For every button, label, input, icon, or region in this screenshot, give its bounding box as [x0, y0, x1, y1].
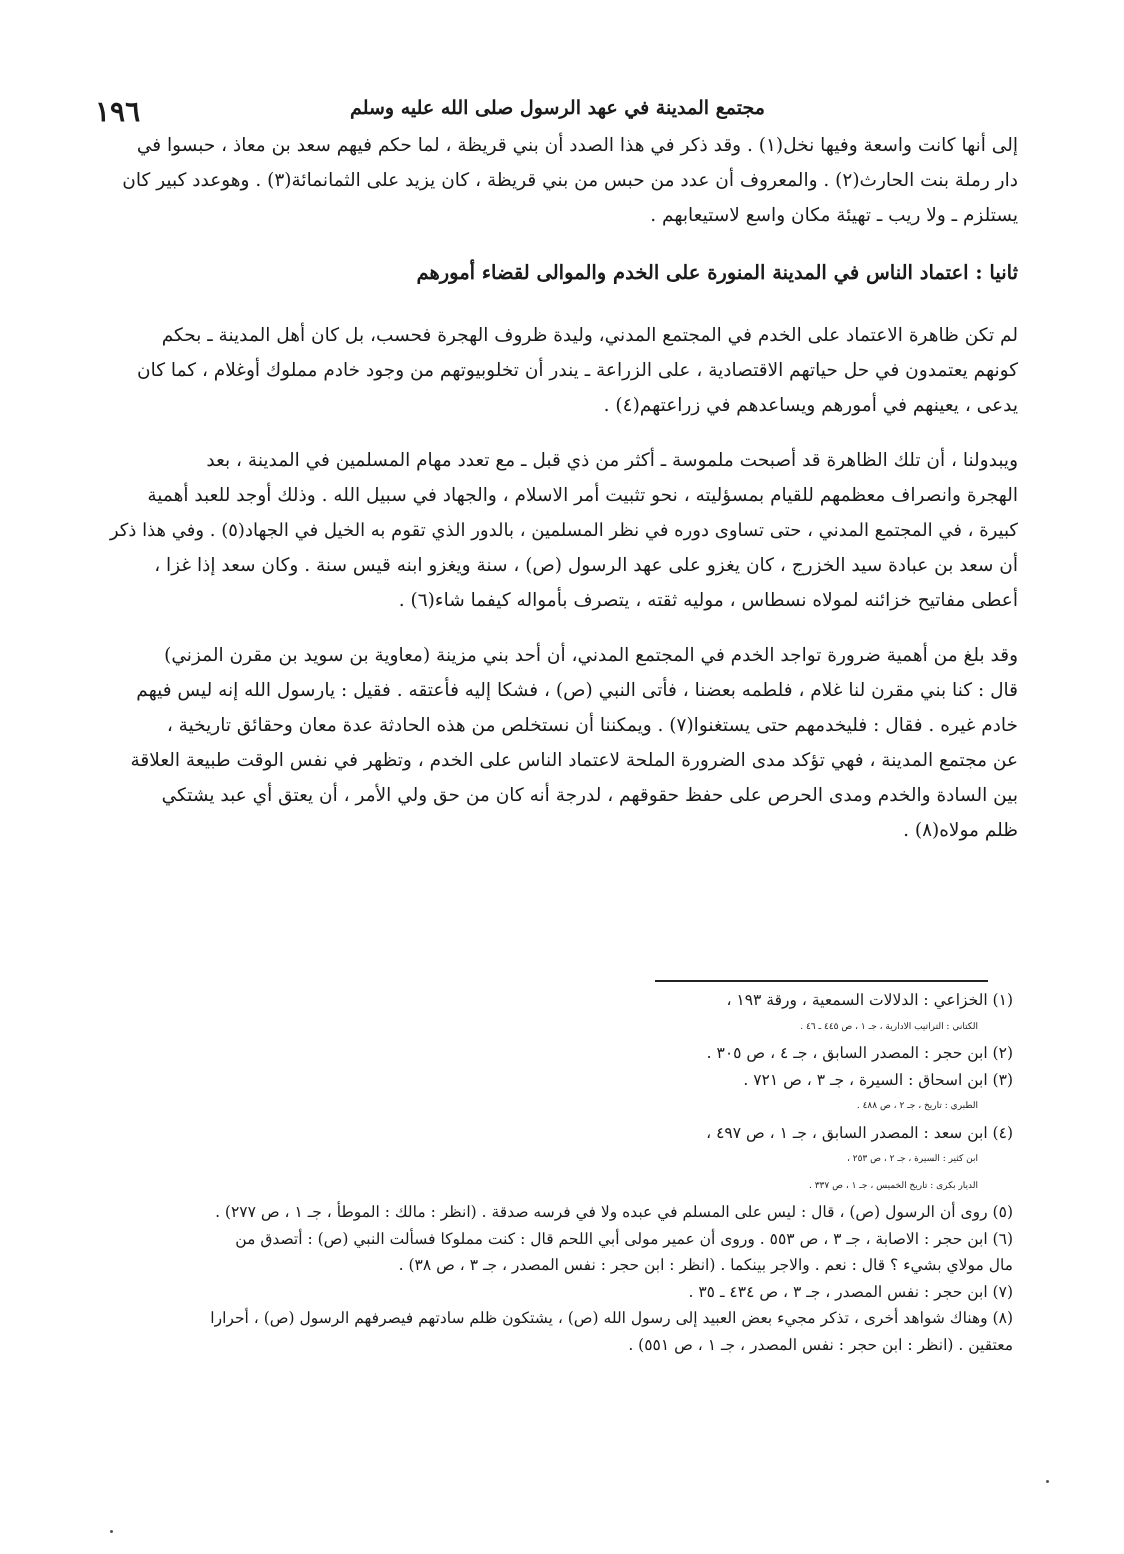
footnote-line: (٧) ابن حجر : نفس المصدر ، جـ ٣ ، ص ٤٣٤ ـ ٣٥ . — [688, 1282, 1013, 1301]
running-title: مجتمع المدينة في عهد الرسول صلى الله عليه وسلم — [350, 97, 765, 119]
footnote-line: (٢) ابن حجر : المصدر السابق ، جـ ٤ ، ص ٣٠٥ . — [706, 1044, 1013, 1062]
footnote-line: الكتاني : التراتيب الادارية ، جـ ١ ، ص ٤٤٥ ـ ٤٦ . — [800, 1021, 978, 1032]
footnotes — [98, 987, 1013, 1358]
footnote-line: (٣) ابن اسحاق : السيرة ، جـ ٣ ، ص ٧٢١ . — [743, 1070, 1013, 1089]
text-line: بين السادة والخدم ومدى الحرص على حفظ حقوقهم ، لدرجة أنه كان من حق ولي الأمر ، أن يعتق أي عبد يشتكي — [161, 785, 1018, 806]
footnote-line: (٤) ابن سعد : المصدر السابق ، جـ ١ ، ص ٤٩٧ ، — [706, 1123, 1013, 1142]
text-line: عن مجتمع المدينة ، فهي تؤكد مدى الضرورة الملحة لاعتماد الناس على الخدم ، وتظهر في نفس الوقت طبيعة العلاقة — [130, 750, 1018, 771]
footnote-line: الديار بكرى : تاريخ الخميس ، جـ ١ ، ص ٣٣٧ . — [808, 1180, 978, 1191]
text-line: كبيرة ، في المجتمع المدني ، حتى تساوى دوره في نظر المسلمين ، بالدور الذي تقوم به الخيل في الجهاد(٥) . وفي هذا ذكر — [109, 520, 1018, 541]
page-number: ١٩٦ — [95, 95, 141, 128]
section-heading: ثانيا : اعتماد الناس في المدينة المنورة على الخدم والموالى لقضاء أمورهم — [416, 261, 1018, 284]
footnote-line: (١) الخزاعي : الدلالات السمعية ، ورقة ١٩٣ ، — [726, 991, 1013, 1009]
footnote-divider — [655, 980, 988, 982]
main-text — [98, 128, 1018, 848]
footnote-line: مال مولاي بشيء ؟ قال : نعم . والاجر بينكما . (انظر : ابن حجر : نفس المصدر ، جـ ٣ ، ص ٣٨) . — [398, 1256, 1013, 1274]
footnote-line: (٥) روى أن الرسول (ص) ، قال : ليس على المسلم في عبده ولا في فرسه صدقة . (انظر : مالك : الموطأ ، جـ ١ ، ص ٢٧٧) . — [215, 1203, 1013, 1221]
footnote-line: الطبري : تاريخ ، جـ ٢ ، ص ٤٨٨ . — [856, 1101, 978, 1111]
scan-speck — [1046, 1480, 1049, 1483]
text-line: قال : كنا بني مقرن لنا غلام ، فلطمه بعضنا ، فأتى النبي (ص) ، فشكا إليه فأعتقه . فقيل : يارسول الله إنه ليس فيهم — [136, 680, 1018, 701]
text-line: يدعى ، يعينهم في أمورهم ويساعدهم في زراعتهم(٤) . — [603, 395, 1018, 416]
text-line: دار رملة بنت الحارث(٢) . والمعروف أن عدد من حبس من بني قريظة ، كان يزيد على الثمانمائة(٣) . وهوعدد كبير كان — [122, 170, 1018, 191]
footnote-line: (٦) ابن حجر : الاصابة ، جـ ٣ ، ص ٥٥٣ . وروى أن عمير مولى أبي اللحم قال : كنت مملوكا فسألت النبي (ص) : أتصدق من — [235, 1229, 1013, 1248]
footnote-line: ابن كثير : السيرة ، جـ ٢ ، ص ٢٥٣ ، — [846, 1154, 978, 1164]
text-line: يستلزم ـ ولا ريب ـ تهيئة مكان واسع لاستيعابهم . — [650, 205, 1018, 226]
text-line: ويبدولنا ، أن تلك الظاهرة قد أصبحت ملموسة ـ أكثر من ذي قبل ـ مع تعدد مهام المسلمين في المدينة ، بعد — [206, 450, 1018, 471]
page-header — [95, 95, 1020, 128]
text-line: خادم غيره . فقال : فليخدمهم حتى يستغنوا(٧) . ويمكننا أن نستخلص من هذه الحادثة عدة معان وحقائق تاريخية ، — [166, 715, 1018, 736]
text-line: إلى أنها كانت واسعة وفيها نخل(١) . وقد ذكر في هذا الصدد أن بني قريظة ، لما حكم فيهم سعد بن معاذ ، حبسوا في — [136, 135, 1018, 156]
text-line: الهجرة وانصراف معظمهم للقيام بمسؤليته ، نحو تثبيت أمر الاسلام ، والجهاد في سبيل الله . وذلك أوجد للعبد أهمية — [147, 485, 1018, 506]
footnote-line: (٨) وهناك شواهد أخرى ، تذكر مجيء بعض العبيد إلى رسول الله (ص) ، يشتكون ظلم سادتهم فيصرفهم الرسول (ص) ، أحرارا — [210, 1309, 1013, 1327]
text-line: كونهم يعتمدون في حل حياتهم الاقتصادية ، على الزراعة ـ يندر أن تخلوبيوتهم من وجود خادم مملوك أوغلام ، كما كان — [137, 360, 1018, 381]
footnote-line: معتقين . (انظر : ابن حجر : نفس المصدر ، جـ ١ ، ص ٥٥١) . — [628, 1335, 1013, 1354]
text-line: وقد بلغ من أهمية ضرورة تواجد الخدم في المجتمع المدني، أن أحد بني مزينة (معاوية بن سويد بن مقرن المزني) — [164, 645, 1018, 666]
text-line: ظلم مولاه(٨) . — [903, 820, 1018, 841]
text-line: أعطى مفاتيح خزائنه لمولاه نسطاس ، موليه ثقته ، يتصرف بأمواله كيفما شاء(٦) . — [398, 590, 1018, 611]
scan-speck — [110, 1530, 113, 1533]
text-line: لم تكن ظاهرة الاعتماد على الخدم في المجتمع المدني، وليدة ظروف الهجرة فحسب، بل كان أهل المدينة ـ بحكم — [161, 325, 1018, 346]
text-line: أن سعد بن عبادة سيد الخزرج ، كان يغزو على عهد الرسول (ص) ، سنة ويغزو ابنه قيس سنة . وكان سعد إذا غزا ، — [154, 555, 1018, 576]
